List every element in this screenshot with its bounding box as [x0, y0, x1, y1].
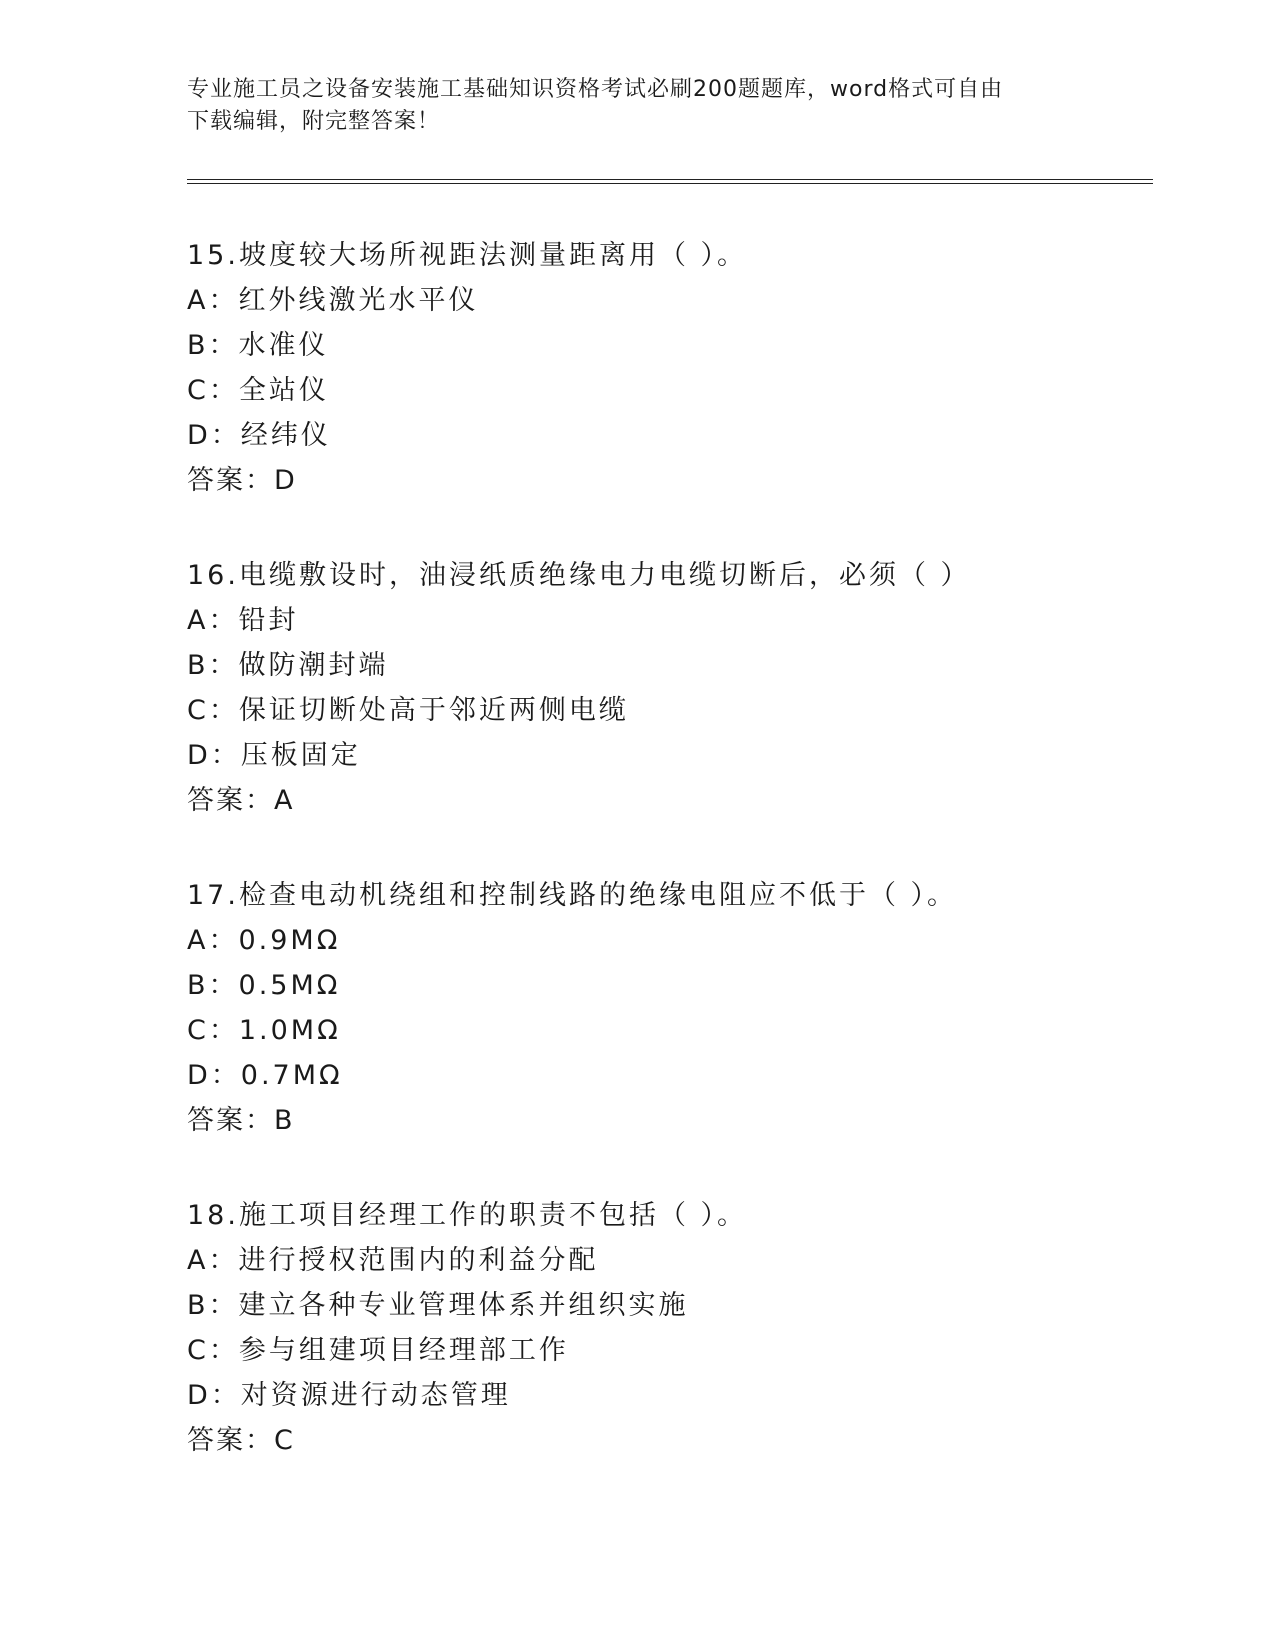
question-17 — [187, 873, 1153, 1193]
option-c: C：保证切断处高于邻近两侧电缆 — [187, 695, 629, 726]
option-a: A：红外线激光水平仪 — [187, 285, 479, 316]
header-divider-bottom — [187, 183, 1153, 184]
option-b: B：建立各种专业管理体系并组织实施 — [187, 1290, 689, 1321]
answer-label: 答案：A — [187, 785, 295, 816]
option-a: A：铅封 — [187, 605, 299, 636]
question-15 — [187, 233, 1153, 553]
option-c: C：全站仪 — [187, 375, 329, 406]
option-a: A：0.9MΩ — [187, 925, 341, 956]
option-d: D：经纬仪 — [187, 420, 331, 451]
option-b: B：水准仪 — [187, 330, 329, 361]
question-stem: 17.检查电动机绕组和控制线路的绝缘电阻应不低于（ ）。 — [187, 880, 958, 911]
option-b: B：0.5MΩ — [187, 970, 341, 1001]
option-a: A：进行授权范围内的利益分配 — [187, 1245, 599, 1276]
header-title-line-2: 下载编辑，附完整答案！ — [187, 109, 441, 134]
document-header — [187, 74, 1067, 138]
header-divider-top — [187, 179, 1153, 180]
option-d: D：对资源进行动态管理 — [187, 1380, 511, 1411]
option-d: D：0.7MΩ — [187, 1060, 343, 1091]
answer-label: 答案：B — [187, 1105, 295, 1136]
header-title-line-1: 专业施工员之设备安装施工基础知识资格考试必刷200题题库，word格式可自由 — [187, 77, 1004, 102]
option-d: D：压板固定 — [187, 740, 361, 771]
question-16 — [187, 553, 1153, 873]
question-stem: 15.坡度较大场所视距法测量距离用（ ）。 — [187, 240, 748, 271]
question-stem: 16.电缆敷设时，油浸纸质绝缘电力电缆切断后，必须（ ） — [187, 560, 971, 591]
answer-label: 答案：C — [187, 1425, 295, 1456]
question-stem: 18.施工项目经理工作的职责不包括（ ）。 — [187, 1200, 748, 1231]
option-b: B：做防潮封端 — [187, 650, 389, 681]
question-18 — [187, 1193, 1153, 1513]
answer-label: 答案：D — [187, 465, 297, 496]
option-c: C：参与组建项目经理部工作 — [187, 1335, 569, 1366]
option-c: C：1.0MΩ — [187, 1015, 341, 1046]
question-list — [187, 233, 1153, 1513]
